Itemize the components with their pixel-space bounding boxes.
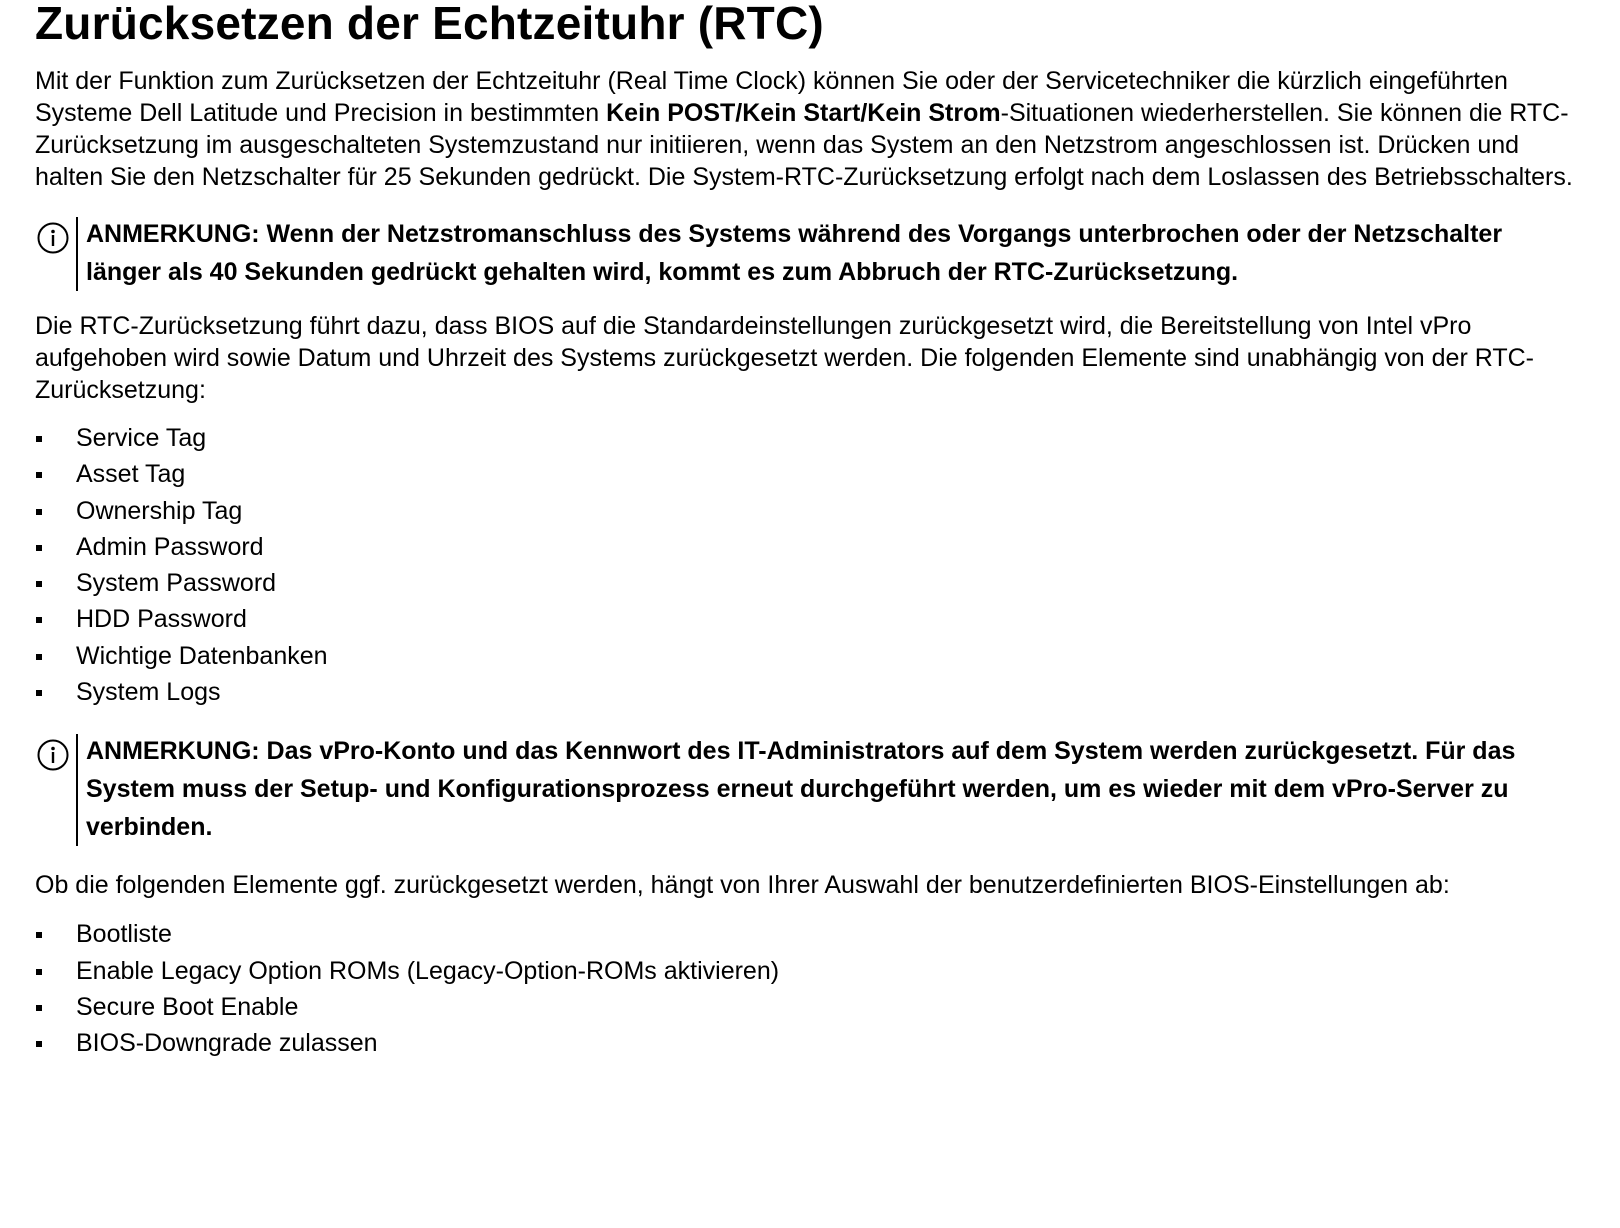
bullet-marker (36, 545, 42, 551)
list-item-text: Enable Legacy Option ROMs (Legacy-Option-ROMs aktivieren) (76, 956, 780, 985)
intro-paragraph (35, 65, 1580, 193)
bullet-marker (36, 654, 42, 660)
bullet-marker (36, 1041, 42, 1047)
list-item (35, 493, 1580, 529)
list-item (35, 529, 1580, 565)
list-item (35, 916, 1580, 952)
list-item-text: System Password (76, 569, 277, 598)
note-text: ANMERKUNG: Wenn der Netzstromanschluss des Systems während des Vorgangs unterbrochen oder der Netzschalter länger als 40 Sekunden gedrückt gehalten wird, kommt es zum Abbruch der RTC-Zurücksetzung. (86, 220, 1503, 286)
bullet-marker (36, 690, 42, 696)
bullet-marker (36, 509, 42, 515)
info-circle-icon (37, 222, 69, 254)
custom-settings-list (35, 916, 1580, 1061)
note-text: ANMERKUNG: Das vPro-Konto und das Kennwort des IT-Administrators auf dem System werden zurückgesetzt. Für das System muss der Setup- und Konfigurationsprozess erneut durchgeführt werden, um es wieder mit dem vPro-Server zu verbinden. (86, 737, 1516, 842)
bullet-marker (36, 932, 42, 938)
bullet-marker (36, 472, 42, 478)
list-item-text: System Logs (76, 678, 221, 707)
custom-settings-paragraph: Ob die folgenden Elemente ggf. zurückgesetzt werden, hängt von Ihrer Auswahl der benutzerdefinierten BIOS-Einstellungen ab: (35, 871, 1450, 900)
document-page (35, 0, 1580, 1062)
list-item (35, 565, 1580, 601)
bullet-marker (36, 436, 42, 442)
list-item (35, 953, 1580, 989)
bullet-marker (36, 969, 42, 975)
note-divider (76, 734, 78, 846)
note-callout-1 (35, 215, 1580, 291)
list-item (35, 989, 1580, 1025)
list-item-text: BIOS-Downgrade zulassen (76, 1029, 378, 1058)
info-circle-icon (37, 739, 69, 771)
list-item (35, 1025, 1580, 1061)
list-item-text: Admin Password (76, 532, 264, 561)
list-item-text: Asset Tag (76, 460, 186, 489)
unaffected-items-list (35, 420, 1580, 710)
list-item-text: Wichtige Datenbanken (76, 641, 328, 670)
intro-bold-text: Kein POST/Kein Start/Kein Strom (606, 99, 1001, 127)
list-item (35, 638, 1580, 674)
list-item-text: Ownership Tag (76, 496, 243, 525)
page-title: Zurücksetzen der Echtzeituhr (RTC) (35, 0, 824, 49)
list-item-text: Service Tag (76, 424, 207, 452)
list-item-text: HDD Password (76, 605, 247, 634)
list-item (35, 674, 1580, 710)
bullet-marker (36, 617, 42, 623)
list-item (35, 420, 1580, 456)
note-divider (76, 217, 78, 291)
list-item (35, 456, 1580, 492)
note-callout-2 (35, 732, 1580, 846)
bullet-marker (36, 1005, 42, 1011)
intro-text-before: Mit der Funktion zum Zurücksetzen der Echtzeituhr (Real Time Clock) können Sie oder der Servicetechniker die kürzlich eingeführten Systeme Dell Latitude und Precision in bestimmten (35, 67, 1508, 127)
list-item (35, 601, 1580, 637)
bullet-marker (36, 581, 42, 587)
intro-text-after: -Situationen wiederherstellen. Sie können die RTC-Zurücksetzung im ausgeschalteten Systemzustand nur initiieren, wenn das System an den Netzstrom angeschlossen ist. Drücken und halten Sie den Netzschalter für 25 Sekunden gedrückt. Die System-RTC-Zurücksetzung erfolgt nach dem Loslassen des Betriebsschalters. (35, 99, 1573, 191)
reset-effects-paragraph: Die RTC-Zurücksetzung führt dazu, dass BIOS auf die Standardeinstellungen zurückgesetzt wird, die Bereitstellung von Intel vPro aufgehoben wird sowie Datum und Uhrzeit des Systems zurückgesetzt werden. Die folgenden Elemente sind unabhängig von der RTC-Zurücksetzung: (35, 312, 1534, 404)
list-item-text: Secure Boot Enable (76, 992, 299, 1021)
list-item-text: Bootliste (76, 920, 172, 949)
